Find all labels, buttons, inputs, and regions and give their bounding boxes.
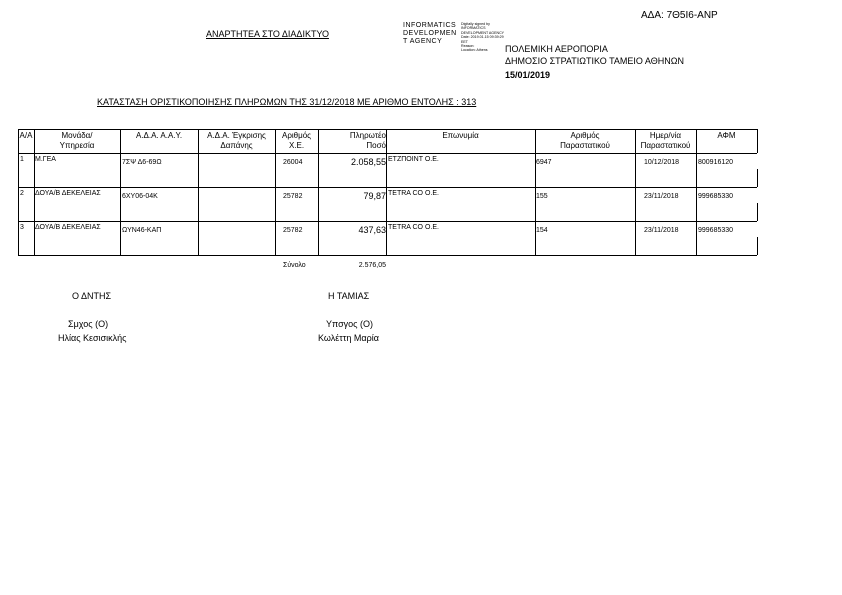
digital-signature-stamp	[403, 22, 457, 46]
cell-xe: 25782	[283, 227, 303, 234]
table-bottom-border	[18, 255, 757, 256]
cell-doc-date: 23/11/2018	[644, 227, 679, 234]
ada-code: ΑΔΑ: 7Θ5Ι6-ΑΝΡ	[641, 10, 718, 21]
header-doc-number	[535, 131, 635, 151]
header-approval-line-1: Α.Δ.Α. Έγκρισης	[207, 131, 266, 140]
stamp-detail-line: Digitally signed by	[461, 22, 490, 26]
organization-unit: ΔΗΜΟΣΙΟ ΣΤΡΑΤΙΩΤΙΚΟ ΤΑΜΕΙΟ ΑΘΗΝΩΝ	[505, 56, 684, 66]
cell-unit: Μ.ΓΕΑ	[35, 156, 56, 163]
cell-aa: 1	[20, 156, 24, 163]
column-border	[120, 129, 121, 255]
column-border	[386, 129, 387, 255]
cell-doc-number: 154	[536, 227, 548, 234]
stamp-label-line-3: T AGENCY	[403, 38, 443, 45]
report-title: ΚΑΤΑΣΤΑΣΗ ΟΡΙΣΤΙΚΟΠΟΙΗΣΗΣ ΠΛΗΡΩΜΩΝ ΤΗΣ 31/12/2018 ΜΕ ΑΡΙΘΜΟ ΕΝΤΟΛΗΣ : 313	[97, 97, 477, 107]
total-label: Σύνολο	[283, 262, 306, 269]
stamp-detail-line: INFORMATICS	[461, 26, 486, 31]
header-ada-aay: Α.Δ.Α. Α.Α.Υ.	[135, 131, 183, 140]
table-top-border	[18, 129, 757, 130]
cell-xe: 26004	[283, 159, 303, 166]
signature-left-rank: Σμχος (Ο)	[68, 319, 109, 329]
header-doc-line-2: Παραστατικού	[560, 141, 610, 150]
column-border	[757, 237, 758, 255]
header-amount-line-1: Πληρωτέο	[349, 131, 386, 140]
cell-amount: 437,63	[358, 225, 386, 235]
column-border	[757, 129, 758, 153]
stamp-detail-line: Location: Athens	[461, 48, 488, 53]
cell-unit: ΔΟΥΑ/Β ΔΕΚΕΛΕΙΑΣ	[35, 190, 101, 197]
signature-right-rank: Υπσγος (Ο)	[326, 319, 373, 329]
stamp-details	[461, 22, 504, 53]
stamp-label-line-1: INFORMATICS	[403, 22, 457, 29]
cell-doc-date: 10/12/2018	[644, 159, 680, 166]
signature-right-name: Κωλέττη Μαρία	[318, 333, 379, 343]
cell-amount: 79,87	[363, 191, 386, 201]
column-border	[18, 129, 19, 255]
cell-name: ΕΤΖΠΟΙΝΤ Ο.Ε.	[388, 156, 439, 163]
cell-ada: ΩΥΝ46-ΚΑΠ	[122, 227, 162, 234]
column-border	[696, 129, 697, 255]
stamp-detail-line: DEVELOPMENT AGENCY	[461, 30, 505, 35]
header-date-line-1: Ημερ/νία	[649, 131, 682, 140]
cell-ada: 7ΣΨ Δ6-69Ω	[122, 159, 162, 166]
header-afm: ΑΦΜ	[717, 131, 736, 140]
stamp-label-line-2: DEVELOPMEN	[403, 30, 457, 37]
header-xe-line-1: Αριθμός	[281, 131, 312, 140]
cell-doc-date: 23/11/2018	[644, 193, 679, 200]
organization-name: ΠΟΛΕΜΙΚΗ ΑΕΡΟΠΟΡΙΑ	[505, 44, 608, 54]
header-doc-date	[635, 131, 696, 151]
cell-ada: 6ΧΥ06-04Κ	[122, 193, 158, 200]
cell-afm: 999685330	[698, 227, 734, 234]
header-approval-line-2: Δαπάνης	[220, 141, 253, 150]
header-unit	[34, 131, 120, 151]
cell-unit: ΔΟΥΑ/Β ΔΕΚΕΛΕΙΑΣ	[35, 224, 101, 231]
header-xe-line-2: Χ.Ε.	[288, 141, 305, 150]
document-date: 15/01/2019	[505, 70, 551, 80]
row-separator	[18, 221, 757, 222]
header-unit-line-1: Μονάδα/	[61, 131, 93, 140]
stamp-detail-line: Date: 2019.01.15 09:39:29	[461, 35, 504, 40]
stamp-detail-line: Reason:	[461, 44, 475, 49]
signature-right-role: Η ΤΑΜΙΑΣ	[328, 291, 370, 301]
cell-name: TETRA CO Ο.Ε.	[388, 190, 439, 197]
cell-aa: 2	[20, 190, 24, 197]
header-amount	[318, 131, 386, 151]
cell-amount: 2.058,55	[350, 157, 386, 167]
cell-afm: 800916120	[698, 159, 734, 166]
cell-doc-number: 6947	[536, 159, 552, 166]
cell-aa: 3	[20, 224, 24, 231]
header-name: Επωνυμία	[442, 131, 479, 140]
header-doc-line-1: Αριθμός	[570, 131, 600, 140]
header-amount-line-2: Ποσό	[366, 141, 386, 150]
header-date-line-2: Παραστατικού	[640, 141, 691, 150]
cell-doc-number: 155	[536, 193, 548, 200]
header-approval	[198, 131, 275, 151]
cell-xe: 25782	[283, 193, 303, 200]
row-separator	[18, 187, 757, 188]
header-xe	[275, 131, 318, 151]
signature-left-name: Ηλίας Κεσισικλής	[58, 333, 127, 343]
stamp-detail-line: EET	[461, 39, 468, 44]
total-value: 2.576,05	[358, 262, 386, 269]
header-aa: Α/Α	[19, 131, 33, 140]
cell-afm: 999685330	[698, 193, 734, 200]
signature-left-role: Ο ΔΝΤΗΣ	[72, 291, 112, 301]
publish-note: ΑΝΑΡΤΗΤΕΑ ΣΤΟ ΔΙΑΔΙΚΤΥΟ	[206, 29, 329, 39]
header-bottom-border	[18, 153, 757, 154]
column-border	[757, 169, 758, 187]
column-border	[757, 203, 758, 221]
header-unit-line-2: Υπηρεσία	[59, 141, 95, 150]
cell-name: TETRA CO Ο.Ε.	[388, 224, 439, 231]
